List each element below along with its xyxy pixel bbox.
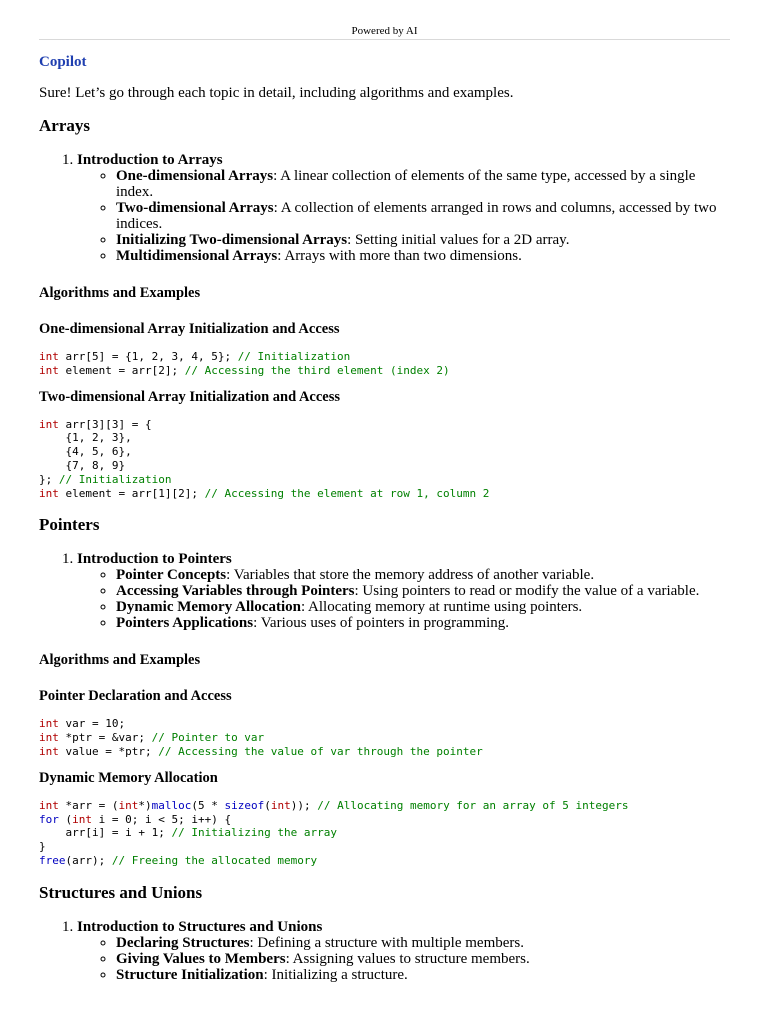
description: : Initializing a structure.	[263, 966, 408, 983]
section-heading-arrays: Arrays	[39, 116, 90, 135]
arrays-list	[39, 152, 730, 264]
list-item	[77, 152, 730, 264]
term: Declaring Structures	[116, 934, 250, 951]
list-item-title: Introduction to Pointers	[77, 551, 232, 568]
list-item	[116, 200, 730, 232]
pointers-sublist	[77, 567, 730, 631]
list-item	[116, 248, 730, 264]
list-item	[116, 567, 730, 583]
list-item	[116, 232, 730, 248]
description: : A linear collection of elements of the same type, accessed by a single index.	[116, 168, 696, 200]
term: Giving Values to Members	[116, 950, 286, 967]
list-item	[116, 935, 730, 951]
response-content	[39, 52, 730, 983]
list-item	[116, 168, 730, 200]
subheading-2d-array: Two-dimensional Array Initialization and Access	[39, 388, 341, 405]
speaker-name: Copilot	[39, 54, 87, 70]
structures-sublist	[77, 935, 730, 983]
list-item	[116, 599, 730, 615]
term: Pointers Applications	[116, 615, 254, 632]
code-block-dynamic-memory: int *arr = (int*)malloc(5 * sizeof(int)); // Allocating memory for an array of 5 integers for (int i = 0; i < 5; i++) { arr[i] = i + 1; // Initializing the array } free(arr); // Freeing the allocated memory	[39, 798, 629, 867]
section-heading-pointers: Pointers	[39, 515, 100, 535]
description: : Arrays with more than two dimensions.	[277, 248, 522, 264]
term: Structure Initialization	[116, 966, 264, 983]
code-block-pointer: int var = 10; int *ptr = &var; // Pointer to var int value = *ptr; // Accessing the value of var through the pointer	[39, 717, 483, 758]
powered-by-banner: Powered by AI	[39, 23, 730, 40]
list-item-title: Introduction to Structures and Unions	[77, 918, 323, 935]
section-heading-structures: Structures and Unions	[39, 882, 203, 902]
description: : Allocating memory at runtime using pointers.	[300, 599, 583, 616]
description: : Various uses of pointers in programming.	[253, 615, 510, 632]
term: Two-dimensional Arrays	[116, 200, 274, 216]
list-item	[116, 583, 730, 599]
pointers-list	[39, 551, 730, 631]
list-item	[116, 967, 730, 983]
structures-list	[39, 919, 730, 983]
term: Dynamic Memory Allocation	[116, 599, 301, 616]
list-item-title: Introduction to Arrays	[77, 152, 223, 168]
term: Pointer Concepts	[116, 567, 227, 584]
description: : Assigning values to structure members.	[285, 950, 530, 967]
term: Multidimensional Arrays	[116, 248, 278, 264]
code-block-1d-array: int arr[5] = {1, 2, 3, 4, 5}; // Initialization int element = arr[2]; // Accessing the third element (index 2)	[39, 350, 450, 377]
list-item	[77, 551, 730, 631]
term: One-dimensional Arrays	[116, 168, 274, 184]
term: Initializing Two-dimensional Arrays	[116, 232, 348, 248]
description: : A collection of elements arranged in rows and columns, accessed by two indices.	[116, 200, 717, 232]
description: : Setting initial values for a 2D array.	[347, 232, 570, 248]
subheading-dynamic-memory: Dynamic Memory Allocation	[39, 769, 218, 786]
intro-paragraph: Sure! Let’s go through each topic in detail, including algorithms and examples.	[39, 85, 514, 101]
list-item	[116, 615, 730, 631]
list-item	[116, 951, 730, 967]
description: : Variables that store the memory address of another variable.	[226, 567, 595, 584]
code-block-2d-array: int arr[3][3] = { {1, 2, 3}, {4, 5, 6}, {7, 8, 9} }; // Initialization int element = arr[1][2]; // Accessing the element at row 1, column 2	[39, 417, 490, 500]
subheading-1d-array: One-dimensional Array Initialization and Access	[39, 321, 340, 337]
subheading-pointer-declaration: Pointer Declaration and Access	[39, 688, 232, 705]
algorithms-heading: Algorithms and Examples	[39, 652, 201, 669]
list-item	[77, 919, 730, 983]
term: Accessing Variables through Pointers	[116, 583, 355, 600]
algorithms-heading: Algorithms and Examples	[39, 285, 201, 301]
arrays-sublist	[77, 168, 730, 264]
description: : Defining a structure with multiple members.	[249, 934, 524, 951]
description: : Using pointers to read or modify the value of a variable.	[354, 583, 700, 600]
